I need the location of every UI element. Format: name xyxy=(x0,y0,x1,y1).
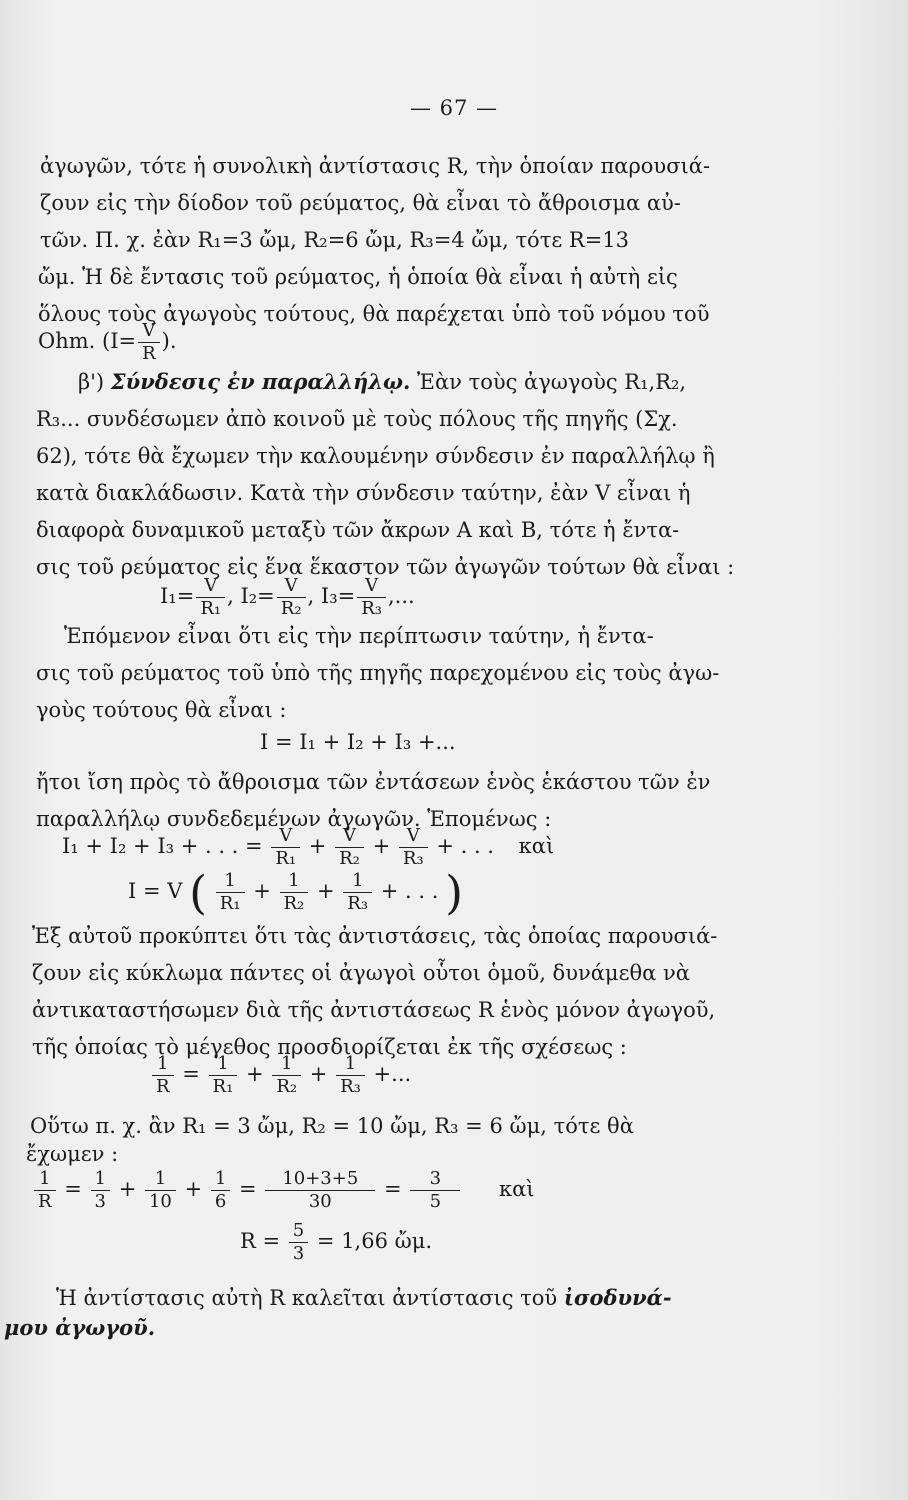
ohm-suffix: ). xyxy=(161,329,177,353)
eq-fraction xyxy=(272,1053,301,1098)
eq-plus: + xyxy=(246,1062,264,1086)
text-line: σις τοῦ ρεύματος εἰς ἕνα ἕκαστον τῶν ἀγωγῶν τούτων θὰ εἶναι : xyxy=(36,555,735,579)
fraction-numerator: 1 xyxy=(224,870,236,891)
fraction-denominator: R₁ xyxy=(209,1075,238,1098)
eq-fraction xyxy=(343,870,372,915)
fraction-numerator: 1 xyxy=(217,1053,229,1074)
right-paren: ) xyxy=(445,865,464,920)
fraction-numerator: 10+3+5 xyxy=(282,1168,359,1189)
fraction-denominator: 3 xyxy=(91,1190,110,1213)
text-line: γοὺς τούτους θὰ εἶναι : xyxy=(36,698,287,722)
fraction-denominator: R₂ xyxy=(335,847,364,870)
text-line: ὤμ. Ἡ δὲ ἔντασις τοῦ ρεύματος, ἡ ὁποία θὰ εἶναι ἡ αὐτὴ εἰς xyxy=(38,265,678,289)
eq-equals: = xyxy=(182,1062,200,1086)
section-marker: β') xyxy=(78,370,105,394)
fraction-numerator: 1 xyxy=(351,870,364,891)
text-line: ἀντικαταστήσωμεν διὰ τῆς ἀντιστάσεως R ἑνὸς μόνον ἀγωγοῦ, xyxy=(32,998,716,1022)
text-line: κατὰ διακλάδωσιν. Κατὰ τὴν σύνδεσιν ταύτην, ἐὰν V εἶναι ἡ xyxy=(36,481,691,505)
eq-rhs: = 1,66 ὤμ. xyxy=(316,1229,433,1253)
equation-equivalent-resistance xyxy=(150,1053,411,1098)
eq-fraction xyxy=(410,1168,460,1213)
text-line: παραλλήλῳ συνδεδεμένων ἀγωγῶν. Ἑπομένως : xyxy=(36,807,552,831)
fraction-denominator: 30 xyxy=(265,1190,375,1213)
fraction-denominator: R₃ xyxy=(399,847,428,870)
eq-fraction xyxy=(289,1220,308,1265)
eq-lhs: I₁ + I₂ + I₃ + . . . = xyxy=(62,834,263,858)
fraction-numerator: 1 xyxy=(39,1168,51,1189)
equation-result xyxy=(240,1220,432,1265)
fraction-numerator: V xyxy=(406,825,420,846)
fraction-numerator: V xyxy=(204,575,218,596)
eq-plus: + xyxy=(372,834,391,858)
section-rest: Ἐὰν τοὺς ἀγωγοὺς R₁,R₂, xyxy=(410,370,687,394)
fraction-denominator: R₁ xyxy=(216,892,245,915)
fraction-denominator: R₁ xyxy=(196,597,225,620)
fraction-numerator: V xyxy=(365,575,379,596)
text-line: ζουν εἰς κύκλωμα πάντες οἱ ἀγωγοὶ οὗτοι ὁμοῦ, δυνάμεθα νὰ xyxy=(32,961,690,985)
text-line: ὅλους τοὺς ἀγωγοὺς τούτους, θὰ παρέχεται ὑπὸ τοῦ νόμου τοῦ xyxy=(38,302,710,326)
fraction-denominator: R₃ xyxy=(343,892,372,915)
eq-lhs: R = xyxy=(240,1229,281,1253)
eq-equals: = xyxy=(239,1177,257,1201)
equation-sum-currents xyxy=(62,825,554,870)
fraction-denominator: R xyxy=(152,1075,174,1098)
eq-fraction xyxy=(357,575,386,620)
eq-fraction xyxy=(277,575,306,620)
text-line: τῆς ὁποίας τὸ μέγεθος προσδιορίζεται ἐκ τῆς σχέσεως : xyxy=(32,1035,627,1059)
eq-fraction xyxy=(335,825,364,870)
text-line: Ἐξ αὐτοῦ προκύπτει ὅτι τὰς ἀντιστάσεις, τὰς ὁποίας παρουσιά- xyxy=(32,924,718,948)
eq-fraction xyxy=(91,1168,110,1213)
fraction-numerator: 1 xyxy=(288,870,300,891)
closing-line xyxy=(56,1284,672,1312)
eq-ellipsis: +... xyxy=(373,1062,412,1086)
eq-ellipsis: ,... xyxy=(388,584,415,608)
equation-current-factored xyxy=(128,865,464,920)
eq-plus: + xyxy=(309,1062,328,1086)
text-line: ἀγωγῶν, τότε ἡ συνολικὴ ἀντίστασις R, τὴν ὁποίαν παρουσιά- xyxy=(40,154,711,178)
fraction-numerator: 1 xyxy=(344,1053,357,1074)
eq-ellipsis: + . . . xyxy=(380,879,439,903)
eq-fraction xyxy=(211,1168,230,1213)
fraction-numerator: 1 xyxy=(280,1053,293,1074)
fraction-numerator: 3 xyxy=(429,1168,442,1189)
fraction-denominator: R₁ xyxy=(271,847,300,870)
fraction-denominator: R₃ xyxy=(336,1075,365,1098)
fraction-numerator: V xyxy=(284,575,298,596)
section-heading-line xyxy=(78,368,686,396)
text-line: 62), τότε θὰ ἔχωμεν τὴν καλουμένην σύνδεσιν ἐν παραλλήλῳ ἢ xyxy=(36,444,715,468)
closing-text: Ἡ ἀντίστασις αὐτὴ R καλεῖται ἀντίστασις τοῦ xyxy=(56,1286,558,1310)
eq-ellipsis: + . . . xyxy=(436,834,494,858)
eq-plus: + xyxy=(184,1177,203,1201)
eq-equals: = xyxy=(384,1177,402,1201)
eq-plus: + xyxy=(118,1177,137,1201)
fraction-denominator: 3 xyxy=(289,1242,308,1265)
eq-fraction xyxy=(336,1053,365,1098)
fraction-numerator: 5 xyxy=(292,1220,305,1241)
eq-fraction xyxy=(145,1168,176,1213)
text-line: ἤτοι ἴση πρὸς τὸ ἄθροισμα τῶν ἐντάσεων ἑνὸς ἑκάστου τῶν ἐν xyxy=(36,770,711,794)
text-line: τῶν. Π. χ. ἐὰν R₁=3 ὤμ, R₂=6 ὤμ, R₃=4 ὤμ, τότε R=13 xyxy=(40,228,630,252)
left-paren: ( xyxy=(189,865,208,920)
eq-conjunction: καὶ xyxy=(498,1177,535,1201)
fraction-denominator: 6 xyxy=(211,1190,230,1213)
text-line: R₃... συνδέσωμεν ἀπὸ κοινοῦ μὲ τοὺς πόλους τῆς πηγῆς (Σχ. xyxy=(36,407,678,431)
fraction-denominator: 5 xyxy=(410,1190,460,1213)
equation-currents xyxy=(160,575,415,620)
eq-fraction xyxy=(280,870,309,915)
eq-fraction xyxy=(265,1168,375,1213)
fraction-denominator: 10 xyxy=(145,1190,176,1213)
fraction-numerator: 1 xyxy=(157,1053,169,1074)
eq-fraction xyxy=(34,1168,56,1213)
fraction-numerator: V xyxy=(142,320,156,341)
fraction-denominator: R₂ xyxy=(277,597,306,620)
fraction-denominator: R xyxy=(34,1190,56,1213)
equation-numeric-example xyxy=(32,1168,535,1213)
fraction-numerator: 1 xyxy=(94,1168,106,1189)
eq-plus: + xyxy=(316,879,335,903)
fraction-denominator: R₂ xyxy=(280,892,309,915)
fraction-denominator: R xyxy=(138,342,160,365)
equation-total-current: I = I₁ + I₂ + I₃ +... xyxy=(260,730,456,754)
text-line: ἔχωμεν : xyxy=(26,1142,119,1166)
page-number: — 67 — xyxy=(409,96,499,120)
eq-equals: = xyxy=(64,1177,82,1201)
eq-plus: + xyxy=(308,834,327,858)
eq-fraction xyxy=(209,1053,238,1098)
fraction-denominator: R₃ xyxy=(357,597,386,620)
fraction-denominator: R₂ xyxy=(272,1075,301,1098)
eq-fraction xyxy=(196,575,225,620)
eq-lhs: I = V xyxy=(128,879,183,903)
fraction-numerator: V xyxy=(279,825,293,846)
eq-fraction xyxy=(216,870,245,915)
section-title: Σύνδεσις ἐν παραλλήλῳ. xyxy=(110,369,411,394)
eq-term: , I₂= xyxy=(227,584,275,608)
eq-term: I₁= xyxy=(160,584,195,608)
ohm-law-line xyxy=(38,320,177,365)
fraction-numerator: V xyxy=(342,825,356,846)
eq-conjunction: καὶ xyxy=(518,834,555,858)
text-line: διαφορὰ δυναμικοῦ μεταξὺ τῶν ἄκρων Α καὶ Β, τότε ἡ ἔντα- xyxy=(36,518,680,542)
text-line: σις τοῦ ρεύματος τοῦ ὑπὸ τῆς πηγῆς παρεχομένου εἰς τοὺς ἀγω- xyxy=(36,661,720,685)
text-line: ζουν εἰς τὴν δίοδον τοῦ ρεύματος, θὰ εἶναι τὸ ἄθροισμα αὐ- xyxy=(40,191,681,215)
eq-fraction xyxy=(399,825,428,870)
closing-term: ἰσοδυνά- xyxy=(563,1285,672,1310)
fraction-numerator: 1 xyxy=(214,1168,227,1189)
ohm-fraction xyxy=(138,320,160,365)
ohm-prefix: Ohm. (I= xyxy=(38,329,137,353)
fraction-numerator: 1 xyxy=(154,1168,167,1189)
text-line: Οὕτω π. χ. ἂν R₁ = 3 ὤμ, R₂ = 10 ὤμ, R₃ = 6 ὤμ, τότε θὰ xyxy=(30,1114,634,1138)
closing-term: μου ἀγωγοῦ. xyxy=(4,1315,156,1340)
eq-plus: + xyxy=(253,879,271,903)
eq-fraction xyxy=(152,1053,174,1098)
eq-fraction xyxy=(271,825,300,870)
text-line: Ἑπόμενον εἶναι ὅτι εἰς τὴν περίπτωσιν ταύτην, ἡ ἔντα- xyxy=(64,624,654,648)
eq-term: , I₃= xyxy=(307,584,356,608)
closing-line xyxy=(4,1314,155,1342)
